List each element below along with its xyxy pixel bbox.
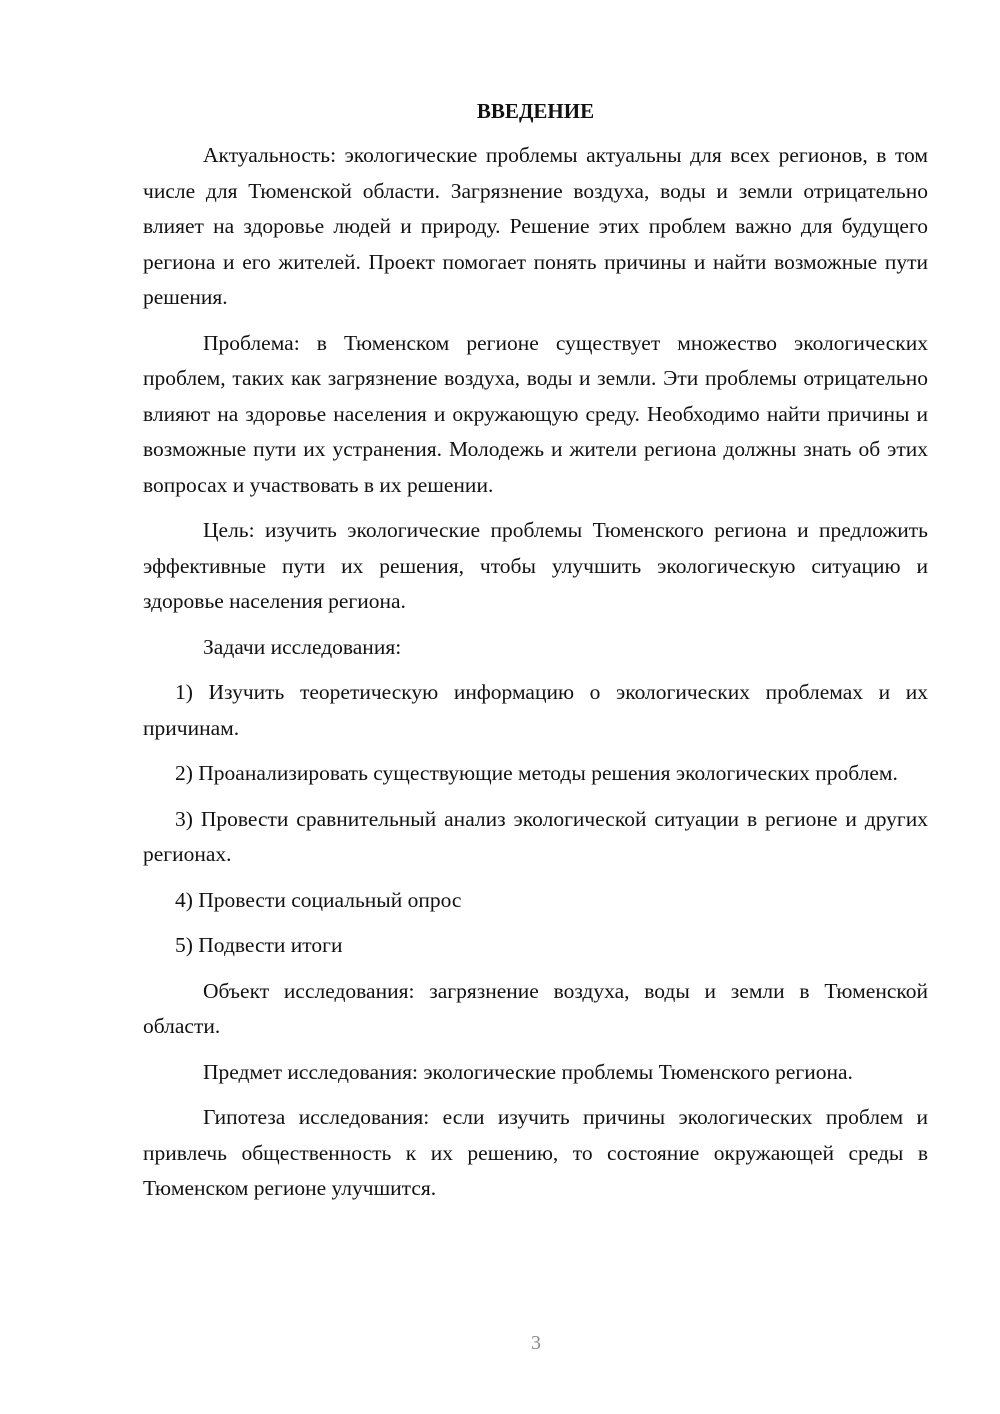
list-item: 5) Подвести итоги [175,933,343,957]
list-item: 1) Изучить теоретическую информацию о экологических проблемах и их причинам. [143,680,928,740]
paragraph-object: Объект исследования: загрязнение воздуха, воды и земли в Тюменской области. [143,978,928,1038]
task-list [143,675,928,974]
paragraph-hypothesis: Гипотеза исследования: если изучить причины экологических проблем и привлечь общественность к их решению, то состояние окружающей среды в Тюменском регионе улучшится. [143,1105,928,1200]
list-item: 2) Проанализировать существующие методы решения экологических проблем. [175,761,898,785]
paragraph-subject: Предмет исследования: экологические проблемы Тюменского региона. [203,1059,853,1084]
paragraph-goal: Цель: изучить экологические проблемы Тюменского региона и предложить эффективные пути их решения, чтобы улучшить экологическую ситуацию и здоровье населения региона. [143,518,928,613]
page-title: ВВЕДЕНИЕ [476,99,595,123]
paragraph-problem: Проблема: в Тюменском регионе существует множество экологических проблем, таких как загрязнение воздуха, воды и земли. Эти проблемы отрицательно влияют на здоровье населения и окружающую среду. Необходимо найти причины и возможные пути их устранения. Молодежь и жители региона должны знать об этих вопросах и участвовать в их решении. [143,330,928,497]
list-item: 4) Провести социальный опрос [175,887,462,912]
page-number: 3 [531,1332,541,1354]
document-page [143,96,928,1207]
paragraph-relevance: Актуальность: экологические проблемы актуальны для всех регионов, в том числе для Тюменской области. Загрязнение воздуха, воды и земли отрицательно влияет на здоровье людей и природу. Решение этих проблем важно для будущего региона и его жителей. Проект помогает понять причины и найти возможные пути решения. [143,143,928,309]
list-item: 3) Провести сравнительный анализ экологической ситуации в регионе и других регионах. [143,806,928,866]
paragraph-tasks-heading: Задачи исследования: [203,634,402,659]
